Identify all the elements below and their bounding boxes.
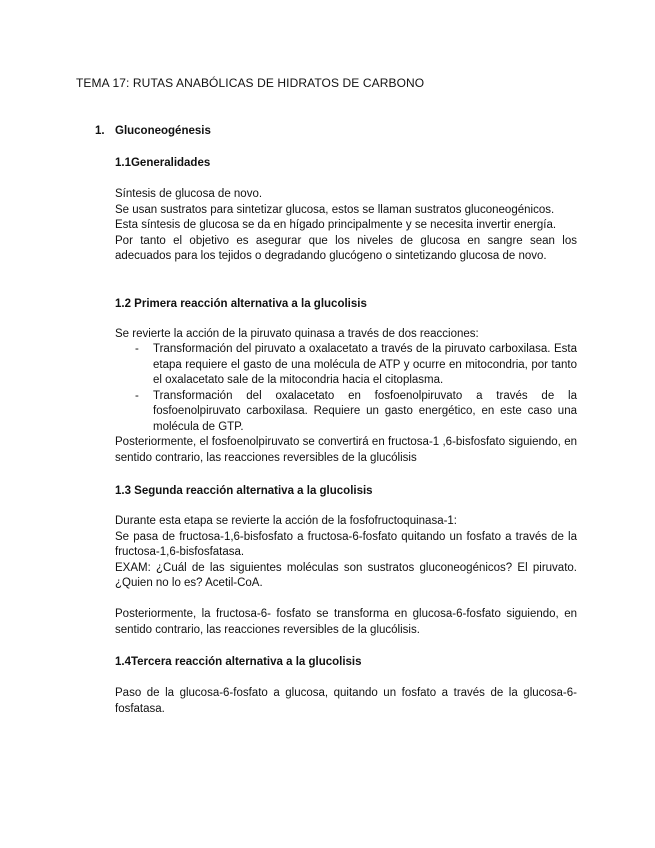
bullet-marker: - [135,389,139,402]
list-item-text: Transformación del oxalacetato en fosfoenolpiruvato a través de la fosfoenolpiruvato carboxilasa. Requiere un gasto energético, en este caso una molécula de GTP. [153,389,577,433]
document-title: TEMA 17: RUTAS ANABÓLICAS DE HIDRATOS DE CARBONO [76,76,425,90]
paragraph: Durante esta etapa se revierte la acción de la fosfofructoquinasa-1: [115,515,458,527]
list-item [115,342,577,389]
subsection-heading-1-4: 1.4Tercera reacción alternativa a la glucolisis [115,656,362,668]
paragraph: Esta síntesis de glucosa se da en hígado principalmente y se necesita invertir energía. [115,219,557,231]
paragraph: Se usan sustratos para sintetizar glucosa, estos se llaman sustratos gluconeogénicos. [115,203,555,216]
paragraph: EXAM: ¿Cuál de las siguientes moléculas son sustratos gluconeogénicos? El piruvato. ¿Quien no lo es? Acetil-CoA. [115,561,577,589]
paragraph: Por tanto el objetivo es asegurar que los niveles de glucosa en sangre sean los adecuados para los tejidos o degradando glucógeno o sintetizando glucosa de novo. [115,234,577,262]
paragraph: Posteriormente, el fosfoenolpiruvato se convertirá en fructosa-1 ,6-bisfosfato siguiendo, en sentido contrario, las reacciones reversibles de la glucólisis [115,436,577,464]
bullet-list [115,342,577,435]
subsection-body-1-3 [115,514,577,592]
subsection-body-1-4 [115,686,577,717]
subsection-intro-1-2 [115,327,577,343]
subsection-heading-1-3: 1.3 Segunda reacción alternativa a la glucolisis [115,485,373,497]
section-title: Gluconeogénesis [115,125,211,137]
subsection-closing-1-2 [115,435,577,466]
paragraph: Posteriormente, la fructosa-6- fosfato se transforma en glucosa-6-fosfato siguiendo, en sentido contrario, las reacciones reversibles de la glucólisis. [115,608,577,636]
subsection-heading-1-1: 1.1Generalidades [115,157,211,169]
paragraph: Paso de la glucosa-6-fosfato a glucosa, quitando un fosfato a través de la glucosa-6-fosfatasa. [115,687,577,715]
paragraph: Se pasa de fructosa-1,6-bisfosfato a fructosa-6-fosfato quitando un fosfato a través de la fructosa-1,6-bisfosfatasa. [115,530,577,558]
paragraph: Se revierte la acción de la piruvato quinasa a través de dos reacciones: [115,328,479,340]
subsection-heading-1-2: 1.2 Primera reacción alternativa a la glucolisis [115,298,367,310]
list-item [115,389,577,436]
subsection-closing-1-3 [115,607,577,638]
paragraph: Síntesis de glucosa de novo. [115,188,263,200]
bullet-marker: - [135,343,139,355]
subsection-body-1-1 [115,187,577,265]
list-item-text: Transformación del piruvato a oxalacetato a través de la piruvato carboxilasa. Esta etapa requiere el gasto de una molécula de ATP y ocurre en mitocondria, por tanto el oxalacetato sale de la mitocondria hacia el citoplasma. [153,343,577,386]
section-number: 1. [95,125,105,137]
